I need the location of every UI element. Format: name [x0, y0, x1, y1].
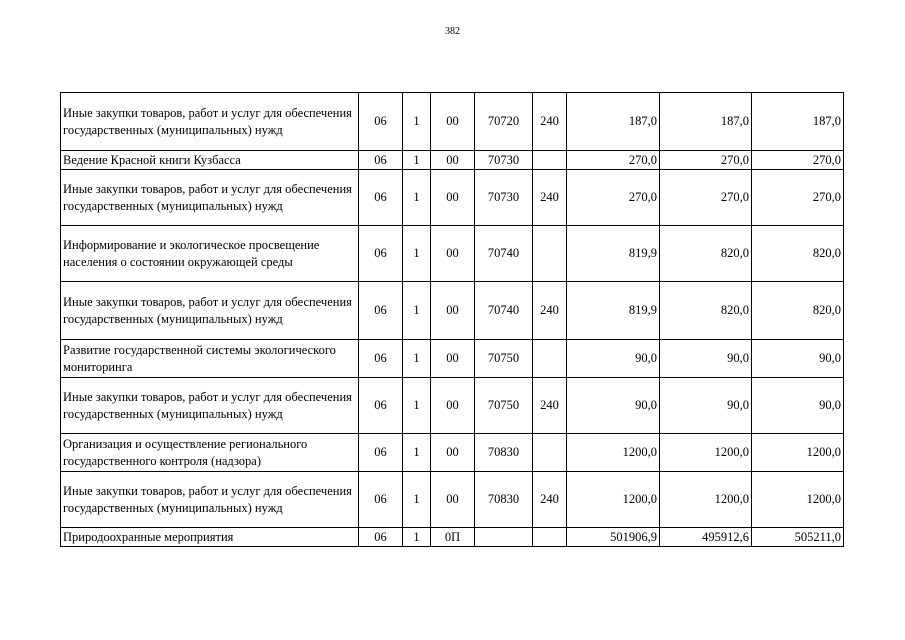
table-row — [61, 282, 844, 340]
amount-year-1: 819,9 — [567, 282, 660, 340]
amount-year-2: 1200,0 — [660, 472, 752, 528]
code-expense-type — [533, 151, 567, 170]
code-section: 06 — [359, 528, 403, 547]
code-direction: 70750 — [475, 340, 533, 378]
code-program: 1 — [403, 93, 431, 151]
code-subprogram: 00 — [431, 340, 475, 378]
page-number: 382 — [445, 26, 460, 37]
code-subprogram: 00 — [431, 378, 475, 434]
amount-year-1: 1200,0 — [567, 472, 660, 528]
code-subprogram: 00 — [431, 472, 475, 528]
code-direction: 70740 — [475, 282, 533, 340]
code-direction: 70730 — [475, 151, 533, 170]
row-name: Ведение Красной книги Кузбасса — [61, 151, 359, 170]
code-direction — [475, 528, 533, 547]
amount-year-1: 1200,0 — [567, 434, 660, 472]
amount-year-3: 270,0 — [752, 170, 844, 226]
amount-year-3: 270,0 — [752, 151, 844, 170]
code-program: 1 — [403, 340, 431, 378]
amount-year-1: 90,0 — [567, 378, 660, 434]
code-section: 06 — [359, 170, 403, 226]
code-subprogram: 0П — [431, 528, 475, 547]
code-direction: 70720 — [475, 93, 533, 151]
amount-year-3: 1200,0 — [752, 472, 844, 528]
amount-year-2: 1200,0 — [660, 434, 752, 472]
row-name: Организация и осуществление регионального государственного контроля (надзора) — [61, 434, 359, 472]
amount-year-2: 270,0 — [660, 151, 752, 170]
table-row — [61, 528, 844, 547]
code-expense-type: 240 — [533, 282, 567, 340]
code-expense-type: 240 — [533, 170, 567, 226]
code-section: 06 — [359, 93, 403, 151]
table-row — [61, 434, 844, 472]
amount-year-1: 90,0 — [567, 340, 660, 378]
amount-year-2: 820,0 — [660, 282, 752, 340]
row-name: Иные закупки товаров, работ и услуг для обеспечения государственных (муниципальных) нужд — [61, 170, 359, 226]
table-row — [61, 340, 844, 378]
amount-year-2: 270,0 — [660, 170, 752, 226]
code-subprogram: 00 — [431, 226, 475, 282]
code-section: 06 — [359, 434, 403, 472]
code-program: 1 — [403, 434, 431, 472]
table-row — [61, 170, 844, 226]
amount-year-2: 187,0 — [660, 93, 752, 151]
code-expense-type — [533, 340, 567, 378]
code-program: 1 — [403, 472, 431, 528]
code-section: 06 — [359, 226, 403, 282]
code-program: 1 — [403, 528, 431, 547]
amount-year-3: 505211,0 — [752, 528, 844, 547]
code-subprogram: 00 — [431, 151, 475, 170]
code-expense-type: 240 — [533, 472, 567, 528]
row-name: Иные закупки товаров, работ и услуг для обеспечения государственных (муниципальных) нужд — [61, 282, 359, 340]
row-name: Природоохранные мероприятия — [61, 528, 359, 547]
code-subprogram: 00 — [431, 434, 475, 472]
code-program: 1 — [403, 226, 431, 282]
amount-year-2: 90,0 — [660, 378, 752, 434]
code-expense-type: 240 — [533, 378, 567, 434]
row-name: Иные закупки товаров, работ и услуг для обеспечения государственных (муниципальных) нужд — [61, 93, 359, 151]
row-name: Развитие государственной системы экологического мониторинга — [61, 340, 359, 378]
code-section: 06 — [359, 282, 403, 340]
code-subprogram: 00 — [431, 282, 475, 340]
amount-year-2: 90,0 — [660, 340, 752, 378]
table-row — [61, 472, 844, 528]
amount-year-1: 819,9 — [567, 226, 660, 282]
code-direction: 70830 — [475, 472, 533, 528]
amount-year-3: 820,0 — [752, 282, 844, 340]
amount-year-1: 270,0 — [567, 170, 660, 226]
amount-year-3: 90,0 — [752, 340, 844, 378]
code-expense-type — [533, 226, 567, 282]
amount-year-3: 90,0 — [752, 378, 844, 434]
row-name: Иные закупки товаров, работ и услуг для обеспечения государственных (муниципальных) нужд — [61, 472, 359, 528]
row-name: Иные закупки товаров, работ и услуг для обеспечения государственных (муниципальных) нужд — [61, 378, 359, 434]
table-row — [61, 378, 844, 434]
code-direction: 70730 — [475, 170, 533, 226]
code-expense-type — [533, 528, 567, 547]
code-direction: 70830 — [475, 434, 533, 472]
table-row — [61, 93, 844, 151]
amount-year-1: 187,0 — [567, 93, 660, 151]
code-subprogram: 00 — [431, 93, 475, 151]
code-section: 06 — [359, 472, 403, 528]
code-direction: 70750 — [475, 378, 533, 434]
amount-year-3: 820,0 — [752, 226, 844, 282]
code-expense-type — [533, 434, 567, 472]
amount-year-1: 501906,9 — [567, 528, 660, 547]
code-program: 1 — [403, 282, 431, 340]
code-section: 06 — [359, 151, 403, 170]
code-direction: 70740 — [475, 226, 533, 282]
row-name: Информирование и экологическое просвещение населения о состоянии окружающей среды — [61, 226, 359, 282]
amount-year-3: 1200,0 — [752, 434, 844, 472]
amount-year-2: 495912,6 — [660, 528, 752, 547]
amount-year-2: 820,0 — [660, 226, 752, 282]
amount-year-1: 270,0 — [567, 151, 660, 170]
code-expense-type: 240 — [533, 93, 567, 151]
code-program: 1 — [403, 151, 431, 170]
amount-year-3: 187,0 — [752, 93, 844, 151]
table-row — [61, 226, 844, 282]
code-program: 1 — [403, 170, 431, 226]
budget-table — [60, 92, 844, 547]
code-section: 06 — [359, 340, 403, 378]
code-subprogram: 00 — [431, 170, 475, 226]
code-section: 06 — [359, 378, 403, 434]
code-program: 1 — [403, 378, 431, 434]
table-row — [61, 151, 844, 170]
